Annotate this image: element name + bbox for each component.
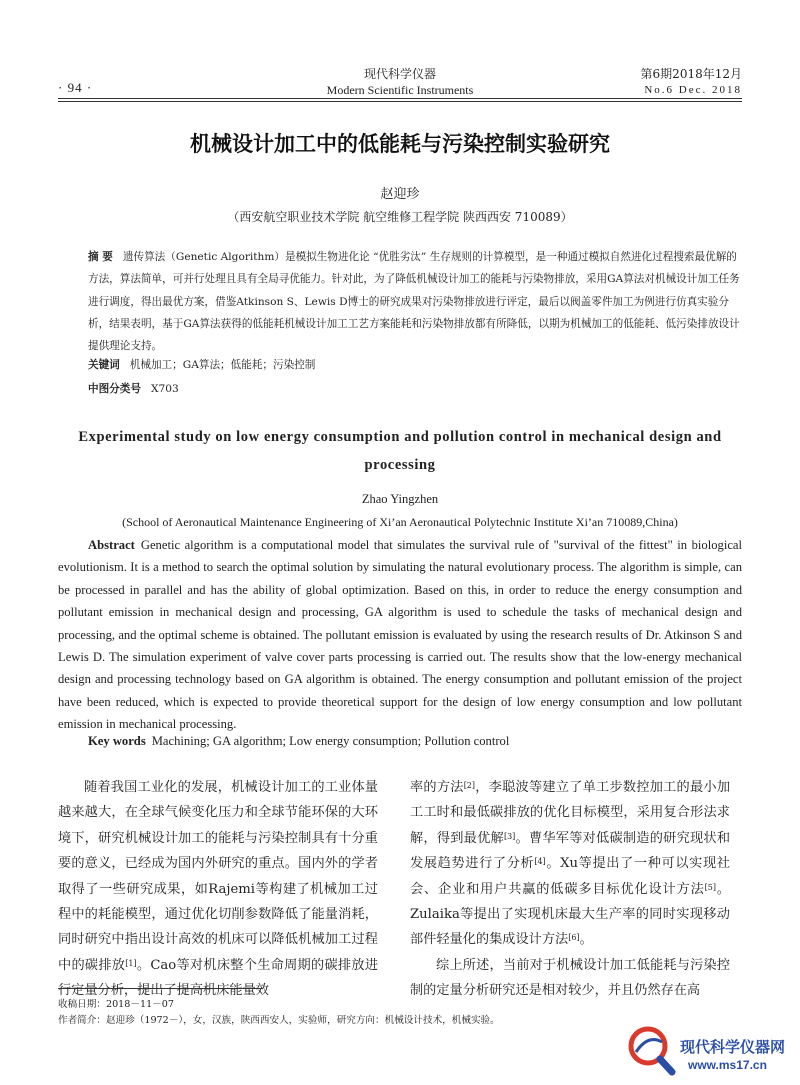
affiliation-en: (School of Aeronautical Maintenance Engineering of Xi’an Aeronautical Polytechnic Institute Xi’an 710089,China) (122, 515, 678, 529)
abstract-en-text: Genetic algorithm is a computational model that simulates the survival rule of "survival of the fittest" in biological evolutionism. It is a method to search the optimal solution by simulating the natural evolutionary process. The algorithm is simple, can be processed in parallel and has the ability of global optimization. Based on this, in order to reduce the energy consumption and pollutant emission in mechanical design and processing, GA algorithm is used to schedule the tasks of mechanical design and processing, and the optimal scheme is obtained. The pollutant emission is evaluated by using the research results of Dr. Atkinson S and Lewis D. The simulation experiment of valve cover parts processing is carried out. The results show that the low-energy mechanical design and processing technology based on GA algorithm is obtained. The energy consumption and pollutant emission of the project have been reduced, which is expected to provide theoretical support for the design of low energy consumption and low pollutant emission in mechanical processing. (58, 538, 742, 732)
header-rule-thin (58, 101, 742, 102)
body-text: 。 (579, 932, 593, 948)
citation: [6] (568, 933, 580, 943)
footnote-author-info: 作者简介：赵迎珍（1972－），女，汉族，陕西西安人，实验师，研究方向：机械设计技术，机械实验。 (58, 1015, 500, 1026)
abstract-en (58, 534, 742, 736)
abstract-en-label: Abstract (88, 538, 135, 552)
body-column-left (58, 775, 378, 1004)
body-text: 。Cao等对机床整个生命周期的碳排放进行定量分析，提出了提高机床能量效 (58, 957, 379, 999)
paper-title-cn: 机械设计加工中的低能耗与污染控制实验研究 (190, 132, 610, 156)
keywords-cn-label: 关键词 (88, 359, 120, 371)
body-paragraph (410, 775, 730, 953)
header-rule (58, 98, 742, 99)
keywords-cn-text: 机械加工；GA算法；低能耗；污染控制 (129, 359, 316, 371)
body-text: 率的方法 (410, 780, 464, 795)
affiliation-cn: （西安航空职业技术学院 航空维修工程学院 陕西西安 710089） (227, 210, 573, 224)
watermark-site-name: 现代科学仪器网 (680, 1038, 786, 1056)
keywords-cn (88, 357, 315, 372)
paper-title-en: Experimental study on low energy consumption and pollution control in mechanical design and processing (78, 429, 722, 473)
footnote-received: 收稿日期：2018－11－07 (58, 999, 174, 1010)
keywords-en (88, 734, 509, 749)
body-paragraph (410, 953, 730, 1004)
running-header (58, 62, 742, 102)
keywords-en-text: Machining; GA algorithm; Low energy consumption; Pollution control (151, 734, 510, 748)
abstract-cn-label: 摘 要 (88, 251, 113, 263)
body-text: 。Zulaika等提出了实现机床最大生产率的同时实现移动部件轻量化的集成设计方法 (410, 881, 730, 948)
body-text: 综上所述，当前对于机械设计加工低能耗与污染控制的定量分析研究还是相对较少，并且仍然存在高 (410, 957, 730, 999)
citation: [1] (125, 958, 137, 968)
author-en: Zhao Yingzhen (361, 492, 439, 506)
classification-cn (88, 381, 179, 396)
site-watermark (622, 1020, 797, 1080)
citation: [4] (534, 857, 546, 867)
abstract-cn-text: 遗传算法（Genetic Algorithm）是模拟生物进化论 “优胜劣汰” 生存规则的计算模型，是一种通过模拟自然进化过程搜索最优解的方法，算法简单，可并行处理且具有全局寻优能力。针对此，为了降低机械设计加工的能耗与污染物排放，采用GA算法对机械设计加工任务进行调度，得出最优方案，借鉴Atkinson S、Lewis D博士的研究成果对污染物排放进行评定，最后以阀盖零件加工为例进行仿真实验分析，结果表明，基于GA算法获得的低能耗机械设计加工工艺方案能耗和污染物排放都有所降低，以期为机械加工的低能耗、低污染排放设计提供理论支持。 (88, 251, 740, 353)
citation: [5] (704, 882, 716, 892)
body-text: 随着我国工业化的发展，机械设计加工的工业体量越来越大，在全球气候变化压力和全球节能环保的大环境下，研究机械设计加工的能耗与污染控制具有十分重要的意义，已经成为国内外研究的重点。国内外的学者取得了一些研究成果，如Rajemi等构建了机械加工过程中的耗能模型，通过优化切削参数降低了能量消耗，同时研究中指出设计高效的机床可以降低机械加工过程中的碳排放 (58, 780, 378, 973)
issue-cn: 第6期2018年12月 (640, 67, 742, 81)
citation: [3] (503, 831, 516, 841)
keywords-en-label: Key words (88, 734, 146, 748)
journal-name-cn: 现代科学仪器 (363, 67, 436, 81)
magnifier-logo-icon (622, 1020, 680, 1080)
body-text: 。曹华军等对低碳制造的研究现状和发展趋势进行了分析 (410, 830, 731, 872)
issue-en: No.6 Dec. 2018 (644, 84, 742, 96)
body-text: ，李聪波等建立了单工步数控加工的最小加工工时和最低碳排放的优化目标模型，采用复合形法求解，得到最优解 (410, 780, 731, 846)
classification-cn-text: X703 (150, 383, 179, 395)
author-cn: 赵迎珍 (380, 187, 420, 202)
footnote-rule (58, 988, 263, 989)
classification-cn-label: 中图分类号 (88, 383, 141, 395)
journal-name (58, 66, 742, 98)
citation: [2] (463, 781, 476, 790)
journal-name-en: Modern Scientific Instruments (326, 83, 474, 97)
body-text: 。Xu等提出了一种可以实现社会、企业和用户共赢的低碳多目标优化设计方法 (410, 856, 730, 897)
body-paragraph (58, 775, 378, 1004)
watermark-url: www.ms17.cn (688, 1058, 767, 1072)
abstract-cn (88, 246, 742, 357)
page-number: · 94 · (58, 80, 93, 95)
issue-info (641, 66, 742, 98)
body-column-right (410, 775, 730, 1004)
